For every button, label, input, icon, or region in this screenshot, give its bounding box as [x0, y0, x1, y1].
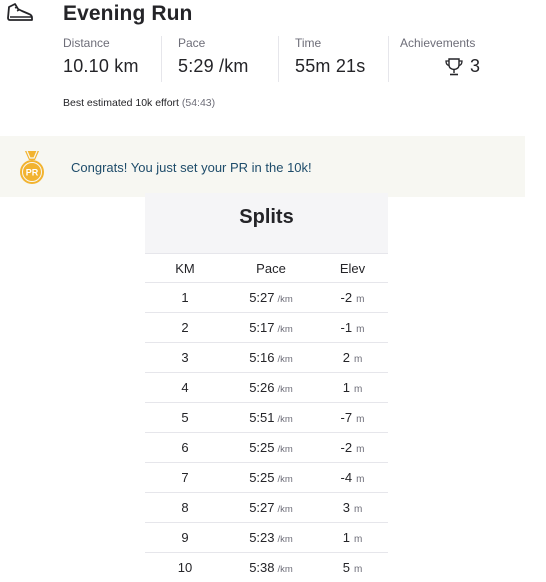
table-row: [145, 403, 388, 433]
stat-divider: [278, 36, 279, 82]
split-km: 5: [181, 410, 189, 425]
split-elev-value: 1: [342, 380, 350, 395]
split-elev: [317, 320, 388, 335]
split-pace-value: 5:17: [249, 320, 275, 335]
split-pace: [225, 320, 317, 335]
pace-unit: /km: [277, 564, 293, 575]
split-km: 9: [181, 530, 189, 545]
split-pace-value: 5:38: [249, 560, 275, 575]
split-pace-value: 5:25: [249, 470, 275, 485]
split-elev: [317, 560, 388, 575]
split-elev-value: -1: [340, 320, 353, 335]
splits-column-headers: [145, 253, 388, 283]
split-elev-value: 2: [342, 350, 350, 365]
pace-unit: /km: [277, 384, 293, 395]
stat-distance-label: Distance: [63, 36, 110, 50]
pace-unit: /km: [277, 324, 293, 335]
elev-unit: m: [353, 384, 363, 395]
split-elev-value: 1: [342, 530, 350, 545]
split-pace: [225, 290, 317, 305]
pace-unit: /km: [277, 474, 293, 485]
pace-unit: /km: [277, 354, 293, 365]
split-elev: [317, 380, 388, 395]
best-effort-label: Best estimated 10k effort: [63, 97, 179, 109]
splits-table: [145, 193, 388, 582]
stat-time-label: Time: [295, 36, 322, 50]
elev-unit: m: [353, 534, 363, 545]
table-row: [145, 493, 388, 523]
split-elev: [317, 470, 388, 485]
split-pace: [225, 500, 317, 515]
pr-banner: [0, 136, 525, 197]
elev-unit: m: [356, 414, 365, 425]
best-effort-time: (54:43): [181, 97, 216, 109]
achievements-value: [400, 56, 480, 77]
split-elev-value: -7: [340, 410, 353, 425]
split-km: 8: [181, 500, 189, 515]
elev-unit: m: [356, 444, 365, 455]
split-pace-value: 5:51: [249, 410, 275, 425]
split-pace: [225, 440, 317, 455]
split-pace-value: 5:27: [249, 500, 275, 515]
achievements-count: 3: [469, 56, 480, 76]
split-elev-value: -2: [340, 440, 353, 455]
split-km: 7: [181, 470, 189, 485]
pr-badge-text: PR: [25, 167, 39, 178]
elev-unit: m: [356, 294, 365, 305]
split-pace-value: 5:26: [249, 380, 275, 395]
table-row: [145, 373, 388, 403]
stat-pace: [178, 36, 249, 82]
split-km: 6: [181, 440, 189, 455]
pace-unit: /km: [277, 504, 293, 515]
split-pace-value: 5:16: [249, 350, 275, 365]
split-km: 1: [181, 290, 189, 305]
split-pace-value: 5:27: [249, 290, 275, 305]
split-elev: [317, 500, 388, 515]
split-elev-value: 3: [342, 500, 350, 515]
stat-pace-value: 5:29 /km: [178, 56, 249, 76]
pace-unit: /km: [277, 534, 293, 545]
split-km: 10: [177, 560, 193, 575]
split-pace-value: 5:23: [249, 530, 275, 545]
stat-distance-value: 10.10 km: [63, 56, 139, 76]
column-header-elev: Elev: [339, 260, 366, 276]
split-pace: [225, 350, 317, 365]
split-pace: [225, 470, 317, 485]
stat-pace-label: Pace: [178, 36, 206, 50]
table-row: [145, 553, 388, 582]
table-row: [145, 313, 388, 343]
activity-title: Evening Run: [63, 2, 193, 25]
table-row: [145, 343, 388, 373]
splits-header: [145, 193, 388, 253]
splits-rows: [145, 283, 388, 582]
split-pace: [225, 530, 317, 545]
pace-unit: /km: [277, 444, 293, 455]
table-row: [145, 463, 388, 493]
pr-banner-text: Congrats! You just set your PR in the 10k!: [71, 160, 312, 175]
split-km: 3: [181, 350, 189, 365]
split-elev: [317, 290, 388, 305]
split-pace: [225, 410, 317, 425]
stat-time-value: 55m 21s: [295, 56, 366, 76]
split-elev-value: 5: [342, 560, 350, 575]
split-pace-value: 5:25: [249, 440, 275, 455]
split-elev-value: -2: [340, 290, 353, 305]
stat-achievements[interactable]: [400, 36, 500, 82]
stats-bar: [63, 36, 503, 82]
split-elev-value: -4: [340, 470, 353, 485]
stat-achievements-label: Achievements: [400, 36, 476, 50]
elev-unit: m: [356, 474, 365, 485]
table-row: [145, 283, 388, 313]
elev-unit: m: [353, 504, 363, 515]
split-km: 4: [181, 380, 189, 395]
stat-time: [295, 36, 365, 82]
trophy-icon: [444, 57, 464, 77]
column-header-km: KM: [175, 260, 195, 276]
best-effort: [63, 97, 215, 109]
stat-divider: [161, 36, 162, 82]
pr-medal-icon: [18, 150, 46, 186]
elev-unit: m: [353, 564, 363, 575]
stat-divider: [388, 36, 389, 82]
split-elev: [317, 530, 388, 545]
split-elev: [317, 350, 388, 365]
pace-unit: /km: [277, 294, 293, 305]
split-elev: [317, 440, 388, 455]
elev-unit: m: [353, 354, 363, 365]
split-pace: [225, 560, 317, 575]
column-header-pace: Pace: [256, 260, 286, 276]
table-row: [145, 433, 388, 463]
stat-distance: [63, 36, 139, 82]
split-elev: [317, 410, 388, 425]
table-row: [145, 523, 388, 553]
split-pace: [225, 380, 317, 395]
pace-unit: /km: [277, 414, 293, 425]
running-shoe-icon: [6, 2, 34, 24]
split-km: 2: [181, 320, 189, 335]
splits-title: Splits: [239, 206, 294, 228]
elev-unit: m: [356, 324, 365, 335]
